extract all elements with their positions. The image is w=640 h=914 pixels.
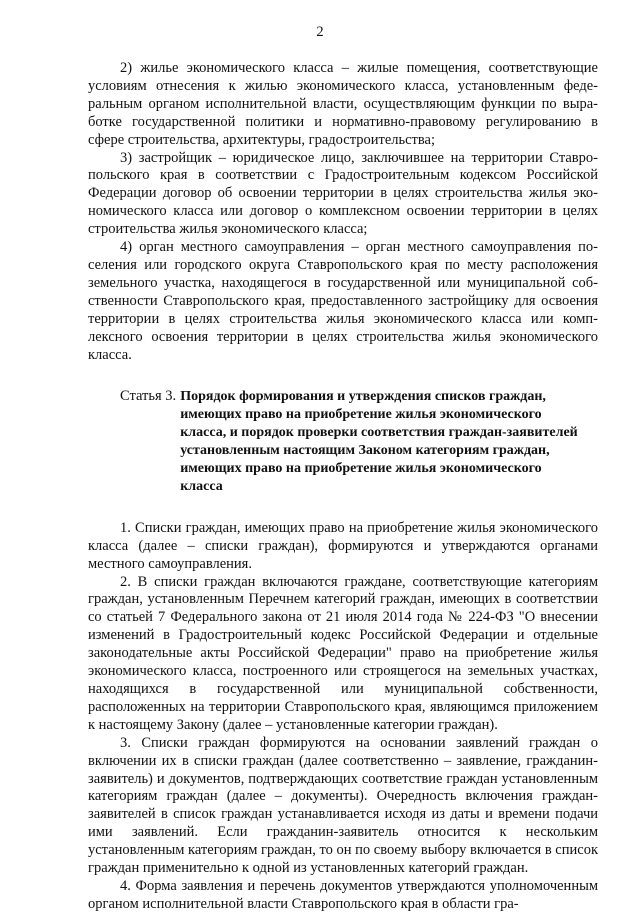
article-title <box>176 388 598 495</box>
definition-paragraph-3: 3) застройщик – юридическое лицо, заключившее на территории Ставропольского края в соответствии с Градостроительным кодексом Российской Федерации договор об освоении территории в целях строительства жилья экономического класса или договор о комплексном освоении территории в целях строительства жилья экономического класса; <box>88 149 598 238</box>
article-paragraph-1: 1. Списки граждан, имеющих право на приобретение жилья экономического класса (далее – списки граждан), формируются и утверждаются органами местного самоуправления. <box>88 519 598 572</box>
definition-paragraph-4: 4) орган местного самоуправления – орган местного самоуправления поселения или городского округа Ставропольского края по месту расположения земельного участка, находящегося в государственной или муниципальной собственности Ставропольского края, предоставленного застройщику для освоения территории в целях строительства жилья экономического класса или комплексного освоения территории в целях строительства жилья экономического класса. <box>88 239 598 363</box>
article-title-line: класса, и порядок проверки соответствия граждан-заявителей <box>180 425 578 441</box>
article-title-line: имеющих право на приобретение жилья экономического <box>180 407 542 423</box>
article-title-line: имеющих право на приобретение жилья экономического <box>180 461 542 477</box>
article-paragraph-2: 2. В списки граждан включаются граждане, соответствующие категориям граждан, установленным Перечнем категорий граждан, имеющих в соответствии со статьей 7 Федерального закона от 21 июля 2014 года № 224-ФЗ "О внесении изменений в Градостроительный кодекс Российской Федерации и отдельные законодательные акты Российской Федерации" право на приобретение жилья экономического класса, построенного или строящегося на земельных участках, находящихся в государственной или муниципальной собственности, расположенных на территории Ставропольского края, являющимся приложением к настоящему Закону (далее – установленные категории граждан). <box>88 573 598 733</box>
definition-paragraph-2: 2) жилье экономического класса – жилые помещения, соответствующие условиям отнесения к жилью экономического класса, установленным федеральным органом исполнительной власти, осуществляющим функции по выработке государственной политики и нормативно-правовому регулированию в сфере строительства, архитектуры, градостроительства; <box>88 60 598 148</box>
document-body <box>88 60 598 914</box>
article-paragraph-3: 3. Списки граждан формируются на основании заявлений граждан о включении их в списки граждан (далее соответственно – заявление, гражданин-заявитель) и документов, подтверждающих соответствие граждан установленным категориям граждан (далее – документы). Очередность включения граждан-заявителей в список граждан устанавливается исходя из даты и времени подачи ими заявлений. Если гражданин-заявитель относится к нескольким установленным категориям граждан, то он по своему выбору включается в список граждан применительно к одной из установленных категорий граждан. <box>88 734 598 877</box>
article-label: Статья 3. <box>120 388 177 405</box>
article-title-line: установленным настоящим Законом категориям граждан, <box>180 443 550 459</box>
article-title-line: класса <box>180 478 223 494</box>
article-title-line: Порядок формирования и утверждения списков граждан, <box>180 389 546 405</box>
article-paragraph-4: 4. Форма заявления и перечень документов утверждаются уполномоченным органом исполнительной власти Ставропольского края в области гра- <box>88 877 598 912</box>
article-heading <box>88 388 598 495</box>
page-number: 2 <box>316 24 324 40</box>
